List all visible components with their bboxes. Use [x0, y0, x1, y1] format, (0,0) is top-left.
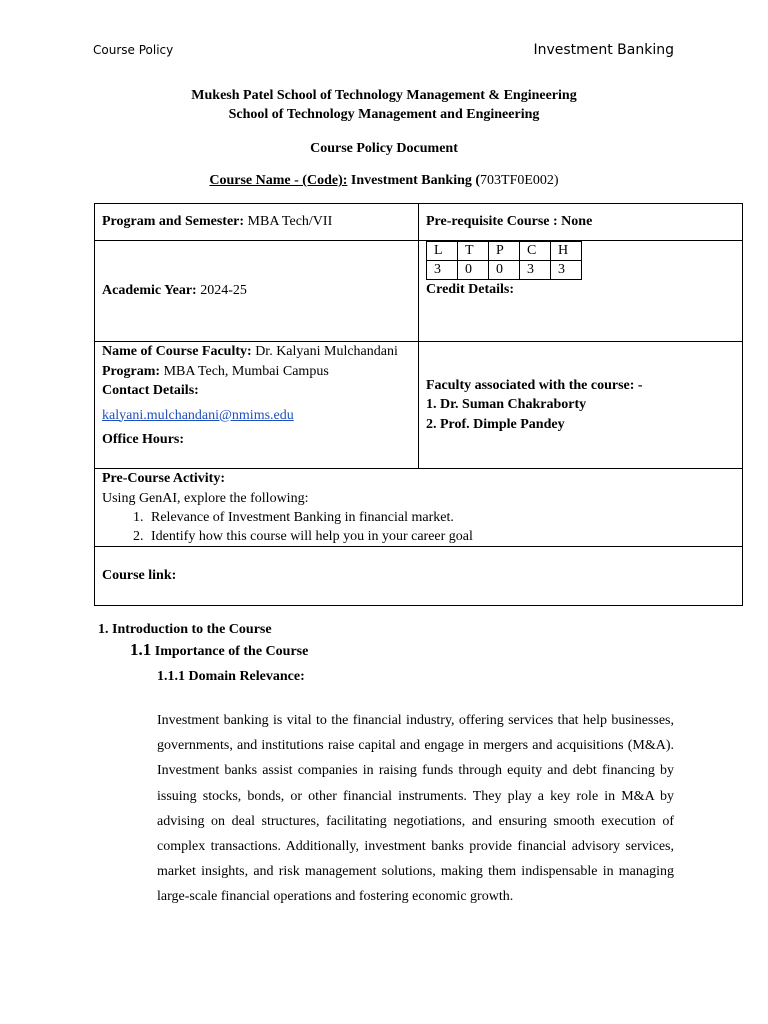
course-name-line — [0, 173, 768, 189]
program-semester-label: Program and Semester: — [102, 214, 245, 229]
credit-details-label: Credit Details: — [426, 282, 514, 297]
course-info-table — [94, 203, 743, 606]
associated-faculty-cell — [419, 342, 743, 469]
ltpch-header-h: H — [551, 242, 582, 261]
ltpch-value-l: 3 — [427, 261, 458, 280]
associated-faculty-label: Faculty associated with the course: - — [426, 377, 643, 393]
ltpch-value-p: 0 — [489, 261, 520, 280]
document-title: Course Policy Document — [310, 141, 458, 156]
school-name: School of Technology Management and Engineering — [228, 107, 540, 122]
section-1-1-number: 1.1 — [130, 640, 152, 659]
ltpch-value-h: 3 — [551, 261, 582, 280]
pre-course-activity-list — [102, 508, 735, 546]
list-item: 1. Relevance of Investment Banking in financial market. — [147, 508, 735, 527]
office-hours-label: Office Hours: — [102, 432, 185, 447]
academic-year-cell — [95, 241, 419, 342]
ltpch-header-l: L — [427, 242, 458, 261]
pre-course-activity-label: Pre-Course Activity: — [102, 471, 225, 486]
associated-faculty-1: 1. Dr. Suman Chakraborty — [426, 397, 587, 413]
course-link-label: Course link: — [102, 568, 177, 583]
program-value: MBA Tech, Mumbai Campus — [163, 363, 329, 379]
faculty-value: Dr. Kalyani Mulchandani — [255, 344, 398, 359]
academic-year-value: 2024-25 — [200, 283, 247, 298]
list-item: 2. Identify how this course will help you in your career goal — [147, 527, 735, 546]
ltpch-header-p: P — [489, 242, 520, 261]
section-1-1-1-heading: 1.1.1 Domain Relevance: — [157, 669, 305, 684]
section-1-1-heading — [130, 640, 308, 660]
prerequisite-label: Pre-requisite Course : None — [426, 214, 593, 229]
program-label: Program: — [102, 363, 161, 379]
pre-course-activity-intro: Using GenAI, explore the following: — [102, 490, 309, 506]
course-name-label: Course Name - (Code): — [209, 173, 348, 188]
program-semester-value: MBA Tech/VII — [247, 214, 333, 229]
section-1-1-title: Importance of the Course — [154, 644, 309, 659]
pre-course-activity-cell — [95, 469, 743, 547]
header-right: Investment Banking — [533, 42, 674, 58]
program-semester-cell — [95, 204, 419, 241]
contact-label: Contact Details: — [102, 383, 199, 398]
associated-faculty-2: 2. Prof. Dimple Pandey — [426, 416, 565, 432]
faculty-cell — [95, 342, 419, 469]
institute-name: Mukesh Patel School of Technology Management & Engineering — [191, 88, 577, 103]
ltpch-header-t: T — [458, 242, 489, 261]
header-left: Course Policy — [93, 43, 174, 57]
faculty-label: Name of Course Faculty: — [102, 344, 252, 359]
faculty-line — [102, 342, 411, 362]
course-link-cell — [95, 547, 743, 606]
course-code: 703TF0E002) — [480, 173, 559, 188]
prerequisite-cell — [419, 204, 743, 241]
section-1-heading: 1. Introduction to the Course — [98, 622, 272, 637]
faculty-email-link[interactable]: kalyani.mulchandani@nmims.edu — [102, 407, 294, 423]
ltpch-value-t: 0 — [458, 261, 489, 280]
course-name: Investment Banking ( — [350, 173, 481, 188]
program-line — [102, 362, 411, 382]
ltpch-value-c: 3 — [520, 261, 551, 280]
domain-relevance-paragraph: Investment banking is vital to the financial industry, offering services that help businesses, governments, and institutions raise capital and engage in mergers and acquisitions (M&A). Investment banks assist companies in raising funds through equity and debt financing by issuing stocks, bonds, or other financial instruments. They play a key role in M&A by advising on deal structures, facilitating negotiations, and ensuring smooth execution of complex transactions. Additionally, investment banks provide financial advisory services, market insights, and risk management solutions, making them indispensable in managing large-scale financial operations and fostering economic growth. — [157, 713, 674, 905]
ltpch-header-c: C — [520, 242, 551, 261]
credit-cell — [419, 241, 743, 342]
ltpch-table — [426, 241, 582, 280]
academic-year-label: Academic Year: — [102, 283, 197, 298]
